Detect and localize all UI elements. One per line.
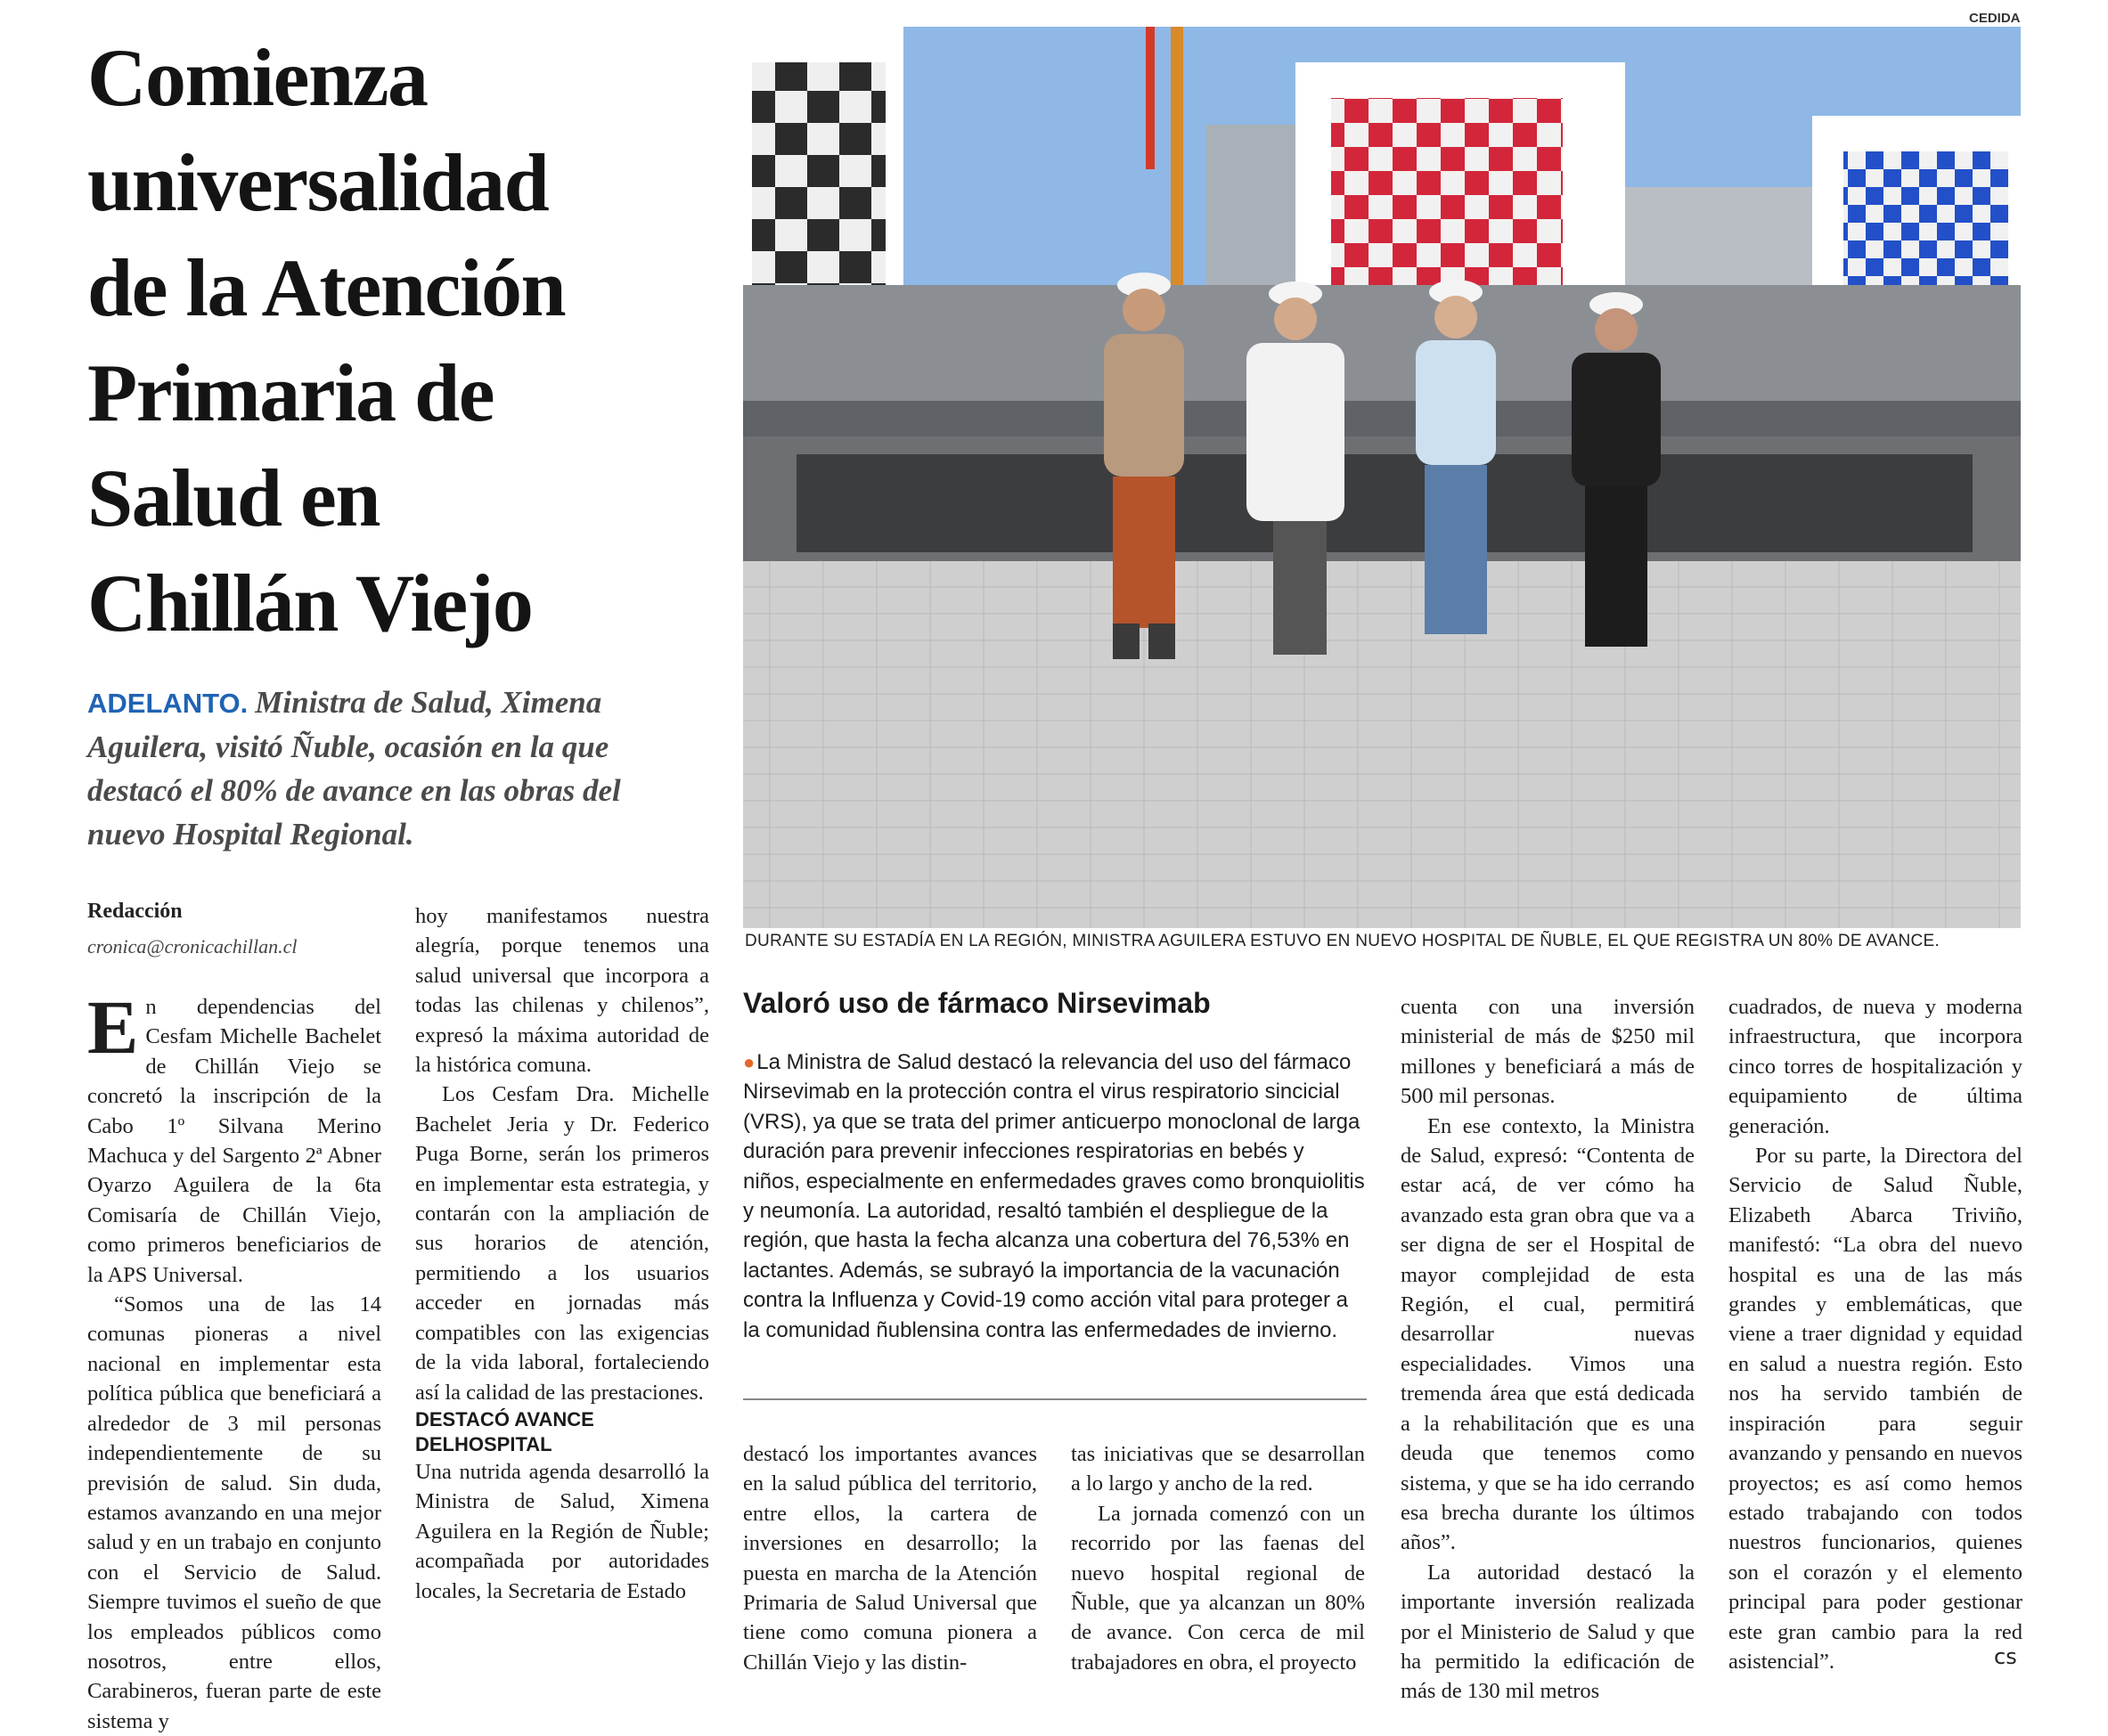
sidebar-text <box>743 1047 1367 1345</box>
sidebar-divider <box>743 1398 1367 1400</box>
headline-line: Primaria de <box>87 347 494 438</box>
drop-cap: E <box>87 984 139 1070</box>
body-paragraph: “Somos una de las 14 comunas pioneras a nivel nacional en implementar esta política pública que beneficiará a alrededor de 3 mil personas independientemente de su previsión de salud. Sin duda, estamos avanzando en una mejor salud y en un trabajo en conjunto con el Servicio de Salud. Siempre tuvimos el sueño de que los empleados públicos como nosotros, entre ellos, Carabineros, fueran parte de este sistema y <box>87 1292 381 1733</box>
sidebar-title: Valoró uso de fármaco Nirsevimab <box>743 987 1211 1019</box>
body-column-5 <box>1401 992 1695 1707</box>
photo-caption: DURANTE SU ESTADÍA EN LA REGIÓN, MINISTRA AGUILERA ESTUVO EN NUEVO HOSPITAL DE ÑUBLE, EL QUE REGISTRA UN 80% DE AVANCE. <box>745 932 1941 950</box>
paragraph-text: n dependencias del Cesfam Michelle Bachelet de Chillán Viejo se concretó la inscripción de la Cabo 1º Silvana Merino Machuca y del Sargento 2ª Abner Oyarzo Aguilera de la 6ta Comisaría de Chillán Viejo, como primeros beneficiarios de la APS Universal. <box>87 995 381 1287</box>
section-subhead <box>415 1407 709 1457</box>
body-column-1 <box>87 984 381 1736</box>
body-paragraph <box>87 984 381 1290</box>
photo-credit: CEDIDA <box>1969 11 2021 26</box>
deck-kicker: ADELANTO. <box>87 688 249 719</box>
byline-author: Redacción <box>87 900 183 923</box>
subhead-line: DELHOSPITAL <box>415 1432 552 1455</box>
body-paragraph: En ese contexto, la Ministra de Salud, expresó: “Contenta de estar acá, de ver cómo ha avanzado esta gran obra que va a ser digna de ser el Hospital de mayor complejidad de esta Región, el cual, permitirá desarrollar nuevas especialidades. Vimos una tremenda área que está dedicada a la rehabilitación que es una deuda que tenemos como sistema, y que se ha ido cerrando esa brecha durante los últimos años”. <box>1401 1113 1695 1555</box>
hospital-photo <box>743 27 2021 928</box>
body-paragraph: Una nutrida agenda desarrolló la Ministra de Salud, Ximena Aguilera en la Región de Ñuble; acompañada por autoridades locales, la Secretaria de Estado <box>415 1459 709 1603</box>
subhead-line: DESTACÓ AVANCE <box>415 1407 594 1430</box>
headline-line: Chillán Viejo <box>87 558 533 648</box>
deck-text: Ministra de Salud, Ximena Aguilera, visitó Ñuble, ocasión en la que destacó el 80% de avance en las obras del nuevo Hospital Regional. <box>87 685 621 852</box>
body-paragraph: destacó los importantes avances en la salud pública del territorio, entre ellos, la cartera de inversiones en desarrollo; la puesta en marcha de la Atención Primaria de Salud Universal que tiene como comuna pionera a Chillán Viejo y las distin- <box>743 1442 1037 1675</box>
body-column-3 <box>743 1439 1037 1677</box>
end-mark-icon: cs <box>1994 1644 2017 1669</box>
byline-email[interactable]: cronica@cronicachillan.cl <box>87 935 298 958</box>
body-column-2 <box>415 901 709 1606</box>
headline-line: Comienza <box>87 32 428 123</box>
headline-line: de la Atención <box>87 242 566 333</box>
headline-line: Salud en <box>87 452 380 543</box>
photo-illustration <box>743 27 2021 928</box>
body-paragraph: Los Cesfam Dra. Michelle Bachelet Jeria y Dr. Federico Puga Borne, serán los primeros en implementar esta estrategia, y contarán con la ampliación de sus horarios de atención, permitiendo a los usuarios acceder en jornadas más compatibles con las exigencias de la vida laboral, fortaleciendo así la calidad de las prestaciones. <box>415 1082 709 1405</box>
body-paragraph: hoy manifestamos nuestra alegría, porque tenemos una salud universal que incorpora a todas las chilenas y chilenos”, expresó la máxima autoridad de la histórica comuna. <box>415 904 709 1078</box>
bullet-icon: ● <box>743 1051 756 1073</box>
article-deck <box>87 681 702 856</box>
sidebar-text-body: La Ministra de Salud destacó la relevancia del uso del fármaco Nirsevimab en la protección contra el virus respiratorio sincicial (VRS), ya que se trata del primer anticuerpo monoclonal de larga duración para prevenir infecciones respiratorias en bebés y niños, especialmente en enfermedades graves como bronquiolitis y neumonía. La autoridad, resaltó también el despliegue de la región, que hasta la fecha alcanza una cobertura del 76,53% en lactantes. Además, se subrayó la importancia de la vacunación contra la Influenza y Covid-19 como acción vital para proteger a la comunidad ñublensina contra las enfermedades de invierno. <box>743 1050 1365 1342</box>
body-paragraph: La autoridad destacó la importante inversión realizada por el Ministerio de Salud y que ha permitido la edificación de más de 130 mil metros <box>1401 1560 1695 1704</box>
body-paragraph: cuadrados, de nueva y moderna infraestructura, que incorpora cinco torres de hospitalización y equipamiento de última generación. <box>1728 995 2022 1138</box>
body-column-6 <box>1728 992 2022 1676</box>
body-paragraph: cuenta con una inversión ministerial de más de $250 mil millones y beneficiará a más de 500 mil personas. <box>1401 995 1695 1109</box>
body-paragraph: tas iniciativas que se desarrollan a lo largo y ancho de la red. <box>1071 1442 1365 1496</box>
body-paragraph: Por su parte, la Directora del Servicio de Salud Ñuble, Elizabeth Abarca Triviño, manifestó: “La obra del nuevo hospital es una de las más grandes y emblemáticas, que viene a traer dignidad y equidad en salud a nuestra región. Esto nos ha servido también de inspiración para seguir avanzando y pensando en nuevos proyectos; es así como hemos estado trabajando con todos nuestros funcionarios, quienes son el corazón y el elemento principal para poder gestionar este gran cambio para la red asistencial”. <box>1728 1144 2022 1674</box>
body-column-4 <box>1071 1439 1365 1677</box>
headline-line: universalidad <box>87 137 549 228</box>
body-paragraph: La jornada comenzó con un recorrido por las faenas del nuevo hospital regional de Ñuble, que ya alcanzan un 80% de avance. Con cerca de mil trabajadores en obra, el proyecto <box>1071 1501 1365 1675</box>
headline <box>87 25 711 656</box>
